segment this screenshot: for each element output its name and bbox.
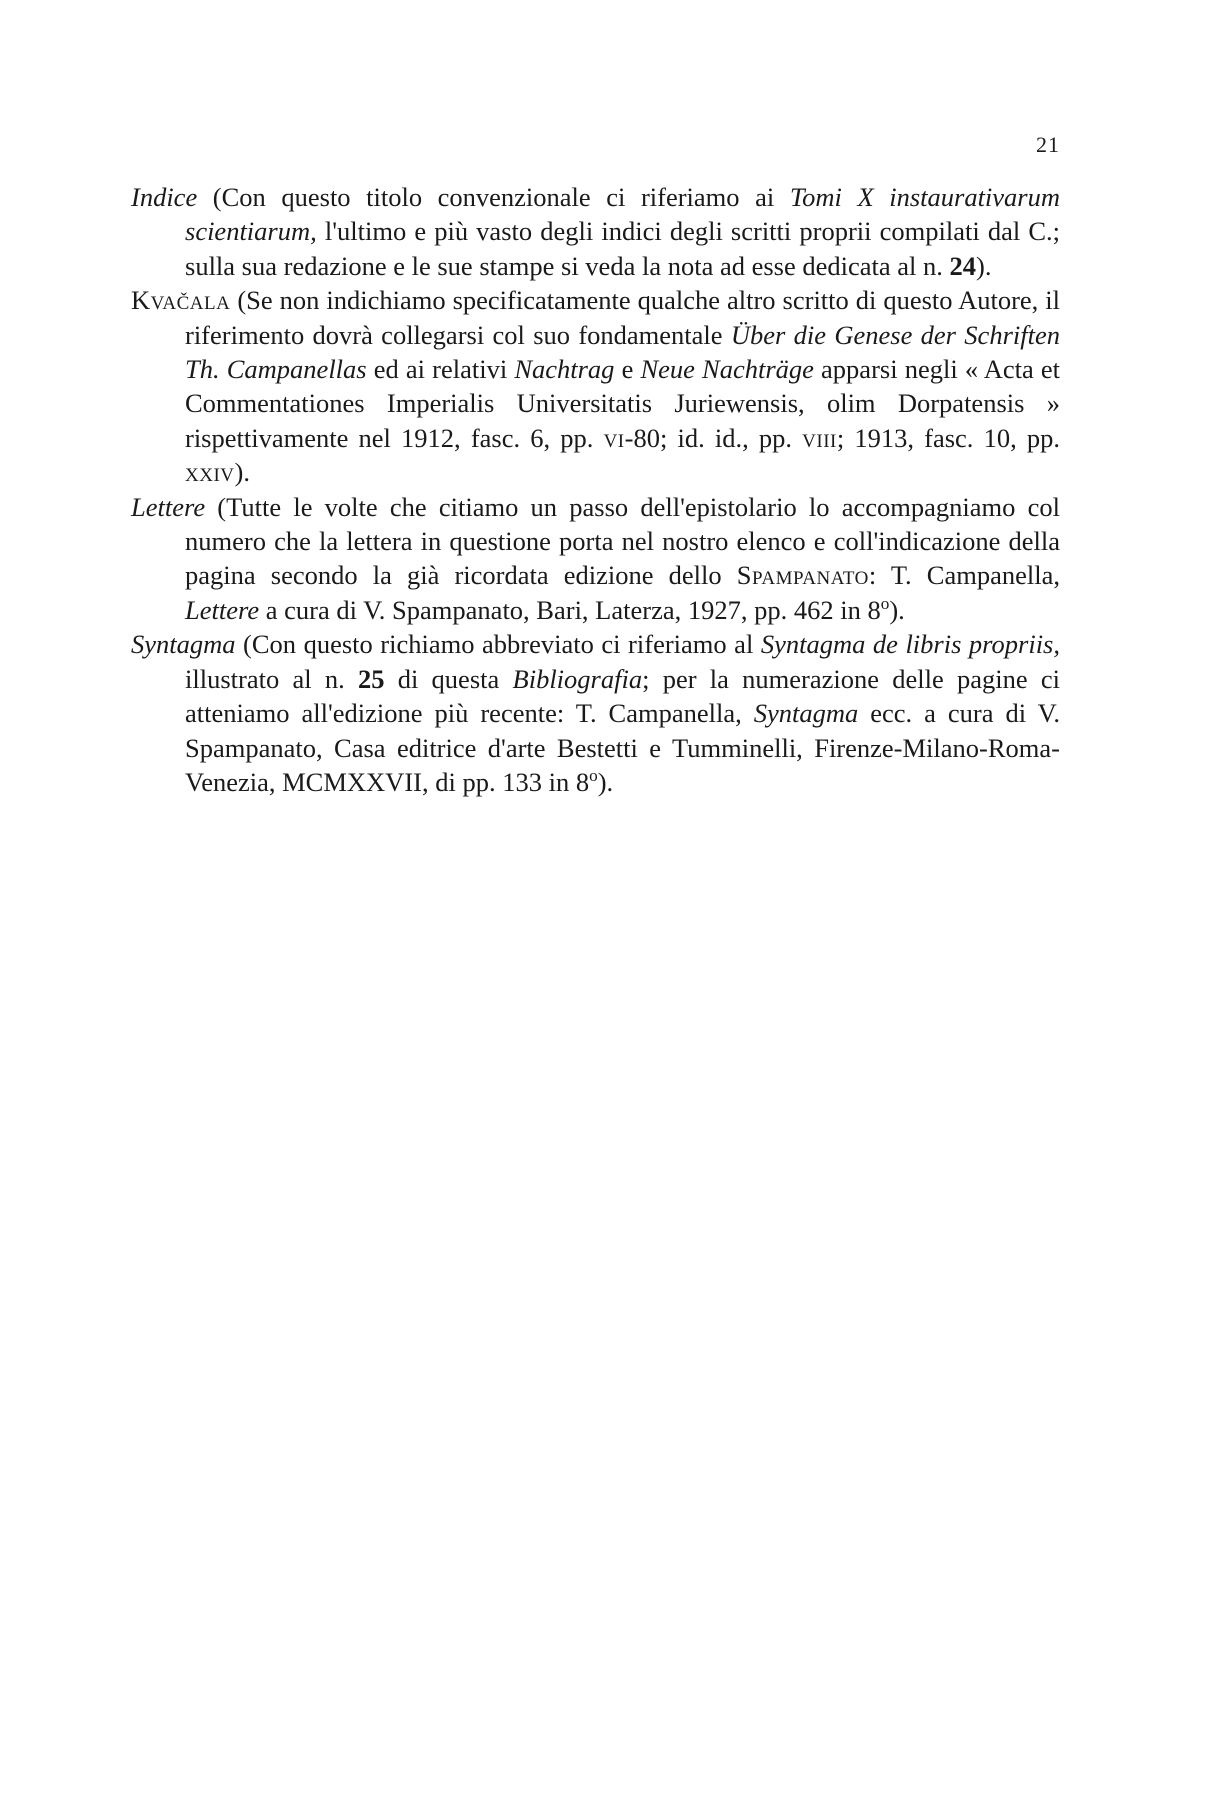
entry-text-run: illustrato al n. [185,663,358,694]
entry-text-run: Nachtrag [514,354,615,385]
entry-text-run: o [589,766,598,786]
entry-text-run: l'ultimo e più vasto degli indici degli scritti proprii compilati dal C.; sulla sua redazione e le sue stampe si veda la nota ad esse dedicata al n. [185,216,1060,281]
entry-text-run: (Con questo titolo convenzionale ci riferiamo ai [197,182,790,212]
entry-text-run: ecc. a cura di V. Spampanato, Casa editrice d'arte Bestetti e Tumminelli, Firenze-Milano-Roma-Venezia, MCMXXVII, di pp. 133 in 8 [185,698,1060,797]
entry-text-run: -80; id. id., pp. [624,422,803,453]
entry-term: Kvačala [131,285,231,316]
entry-text-run: Syntagma de libris propriis, [760,629,1060,660]
entry-term: Syntagma [131,629,236,660]
entry-text-run: ). [597,766,614,797]
entry-text-run: : T. Campanella, [868,560,1060,591]
entry-text-run: viii [802,422,837,453]
entry-text-run: ). [976,250,992,281]
entry-text-run: o [880,594,890,614]
entry-text-run: ; per la numerazione delle pagine ci atteniamo all'edizione più recente: T. Campanella, [185,663,1061,729]
entry-text-run: ). [234,457,250,488]
entry-text-run: Syntagma [753,698,859,729]
entry-text-run: e [614,354,641,385]
entry-text-run: (Con questo richiamo abbreviato ci riferiamo al [235,629,761,660]
entry-text-run: di questa [384,663,513,694]
abbreviation-entries [131,180,1060,799]
entry-text-run: Über die Genese der Schriften Th. Campanellas [185,319,1060,385]
entry-text-run: ). [889,594,905,625]
page-number: 21 [1036,132,1060,157]
entry-kvaala [131,283,1060,489]
entry-text-run: Lettere [185,594,260,625]
entry-text-run: ; 1913, fasc. 10, pp. [836,422,1060,453]
entry-text-run: (Se non indichiamo specificatamente qualche altro scritto di questo Autore, il riferimento dovrà collegarsi col suo fondamentale [185,285,1060,350]
entry-indice [131,180,1060,283]
entry-text-run: Neue Nachträge [640,354,814,385]
entry-text-run: Bibliografia [512,663,643,694]
entry-text-run: Tomi X instaurativarum scientiarum, [185,182,1061,247]
entry-text-run: (Tutte le volte che citiamo un passo dell'epistolario lo accompagniamo col numero che la lettera in questione porta nel nostro elenco e coll'indicazione della pagina secondo la già ricordata edizione dello [185,491,1060,591]
entry-text-run: ed ai relativi [366,354,515,385]
entry-lettere [131,490,1060,628]
entry-text-run: Spampanato [736,560,869,591]
entry-text-run: xxiv [185,457,235,488]
entry-text-run: 24 [949,250,977,281]
entry-term: Lettere [131,491,206,522]
entry-text-run: vi [603,422,625,453]
entry-term: Indice [131,182,198,212]
entry-text-run: apparsi negli « Acta et Commentationes Imperialis Universitatis Juriewensis, olim Dorpatensis » rispettivamente nel 1912, fasc. 6, pp. [185,354,1061,453]
entry-text-run: a cura di V. Spampanato, Bari, Laterza, 1927, pp. 462 in 8 [259,594,881,625]
entry-syntagma [131,627,1060,799]
entry-text-run: 25 [357,663,385,694]
